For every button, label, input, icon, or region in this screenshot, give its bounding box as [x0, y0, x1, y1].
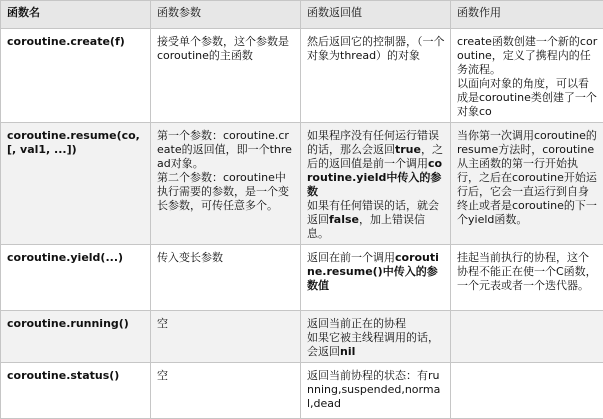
table-row	[1, 363, 603, 419]
return-false: false	[329, 213, 359, 226]
cell-params: 空	[151, 311, 301, 363]
return-text: 如果有任何错误的话，就会返回	[307, 199, 439, 226]
cell-params: 空	[151, 363, 301, 419]
cell-return	[301, 123, 451, 245]
cell-params: 传入变长参数	[151, 245, 301, 311]
return-true: true	[395, 143, 421, 156]
cell-name: coroutine.create(f)	[1, 29, 151, 123]
role-line: 以面向对象的角度，可以看成是coroutine类创建了一个对象co	[457, 77, 598, 119]
cell-name: coroutine.yield(...)	[1, 245, 151, 311]
header-function-params: 函数参数	[151, 1, 301, 29]
cell-name: coroutine.resume(co, [, val1, ...])	[1, 123, 151, 245]
table-row	[1, 311, 603, 363]
cell-role: 挂起当前执行的协程，这个协程不能正在使一个C函数，一个元表或者一个迭代器。	[451, 245, 603, 311]
param-line: 第一个参数：coroutine.create的返回值，即一个thread对象。	[157, 129, 295, 171]
cell-role	[451, 29, 603, 123]
return-line	[307, 331, 445, 359]
return-text: 如果程序没有任何运行错误的话，那么会返回	[307, 129, 439, 156]
table-row	[1, 245, 603, 311]
return-line	[307, 199, 445, 241]
return-text: 如果它被主线程调用的话，会返回	[307, 331, 439, 358]
cell-return: 返回当前协程的状态：有running,suspended,normal,dead	[301, 363, 451, 419]
role-line: create函数创建一个新的coroutine，定义了携程内的任务流程。	[457, 35, 598, 77]
header-function-name: 函数名	[1, 1, 151, 29]
table-row	[1, 123, 603, 245]
return-text: 返回在前一个调用	[307, 251, 395, 264]
cell-role	[451, 311, 603, 363]
return-line: 返回当前正在的协程	[307, 317, 445, 331]
return-line	[307, 129, 445, 199]
header-row	[1, 1, 603, 29]
return-yield-args: coroutine.yield中传入的参数	[307, 157, 442, 198]
return-nil: nil	[340, 345, 355, 358]
header-function-role: 函数作用	[451, 1, 603, 29]
cell-role: 当你第一次调用coroutine的resume方法时，coroutine从主函数的第一行开始执行，之后在coroutine开始运行后，它会一直运行到自身终止或者是coroutine的下一个yield函数。	[451, 123, 603, 245]
cell-return	[301, 245, 451, 311]
cell-name: coroutine.running()	[1, 311, 151, 363]
cell-name: coroutine.status()	[1, 363, 151, 419]
header-return-value: 函数返回值	[301, 1, 451, 29]
cell-role	[451, 363, 603, 419]
table-row	[1, 29, 603, 123]
return-resume-args: coroutine.resume()中传入的参数值	[307, 251, 439, 292]
cell-params	[151, 123, 301, 245]
cell-return: 然后返回它的控制器，（一个对象为thread）的对象	[301, 29, 451, 123]
return-text: ，加上错误信息。	[307, 213, 425, 240]
cell-return	[301, 311, 451, 363]
param-line: 第二个参数：coroutine中执行需要的参数，是一个变长参数，可传任意多个。	[157, 171, 295, 213]
return-text: ，之后的返回值是前一个调用	[307, 143, 443, 170]
cell-params: 接受单个参数，这个参数是coroutine的主函数	[151, 29, 301, 123]
